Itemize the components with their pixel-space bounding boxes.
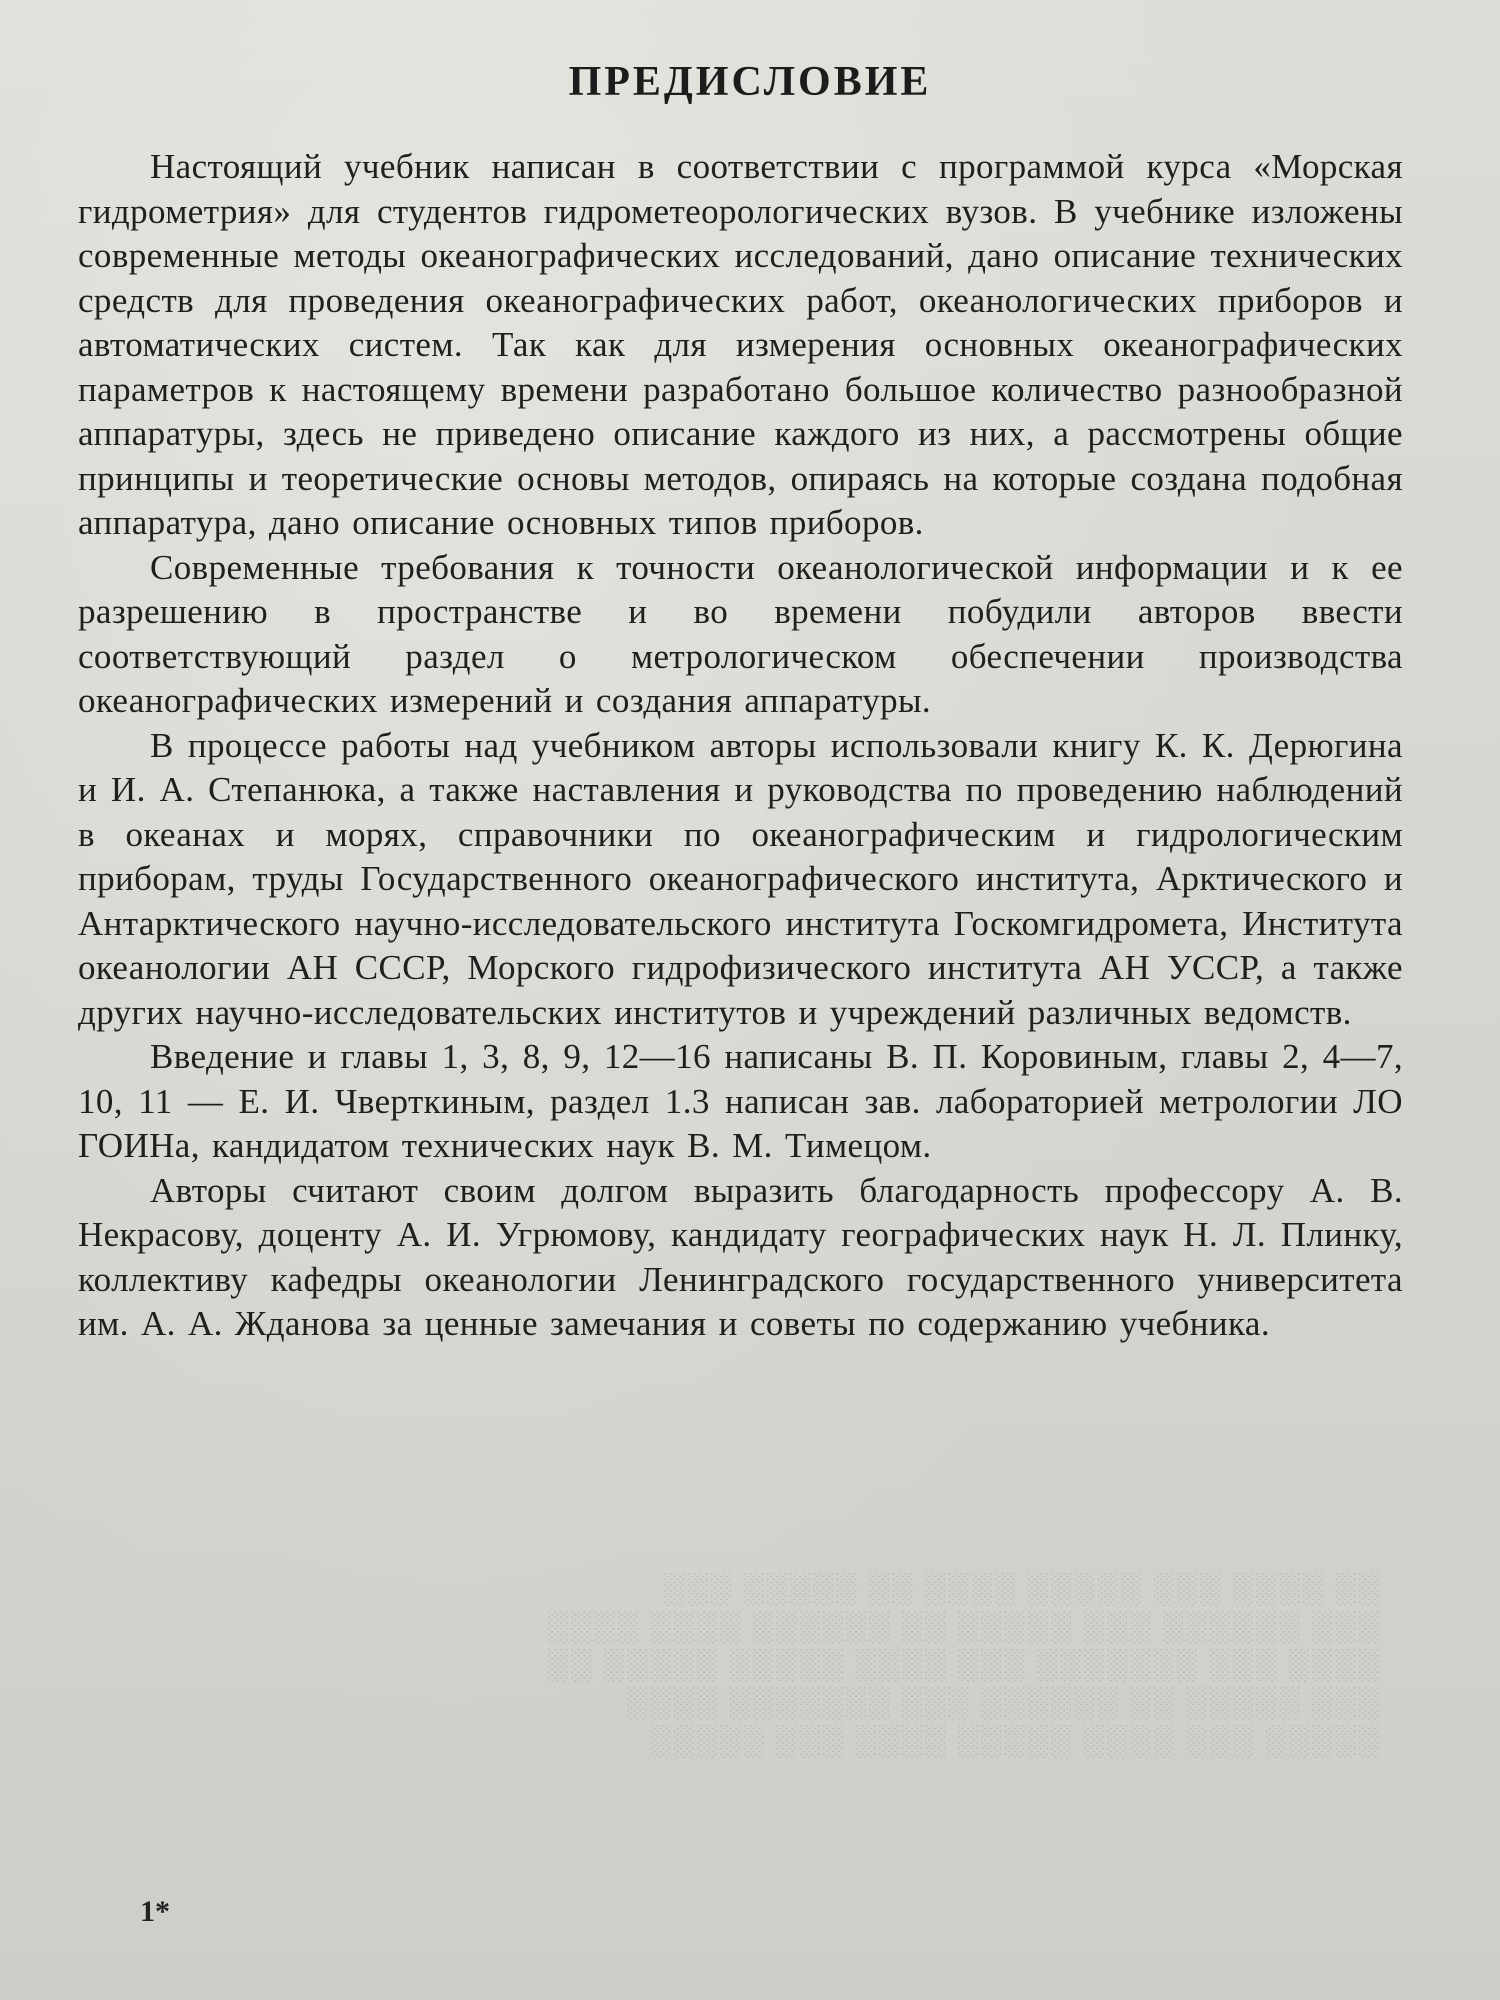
show-through-texture: ░░ ░░░░ ░░░ ░░░░░ ░░░░ ░░ ░░░░░ ░░░ ░░░ ░░░░░░ ░░░ ░░░░░ ░░ ░░░░░░ ░░░░ ░░░░ ░░░░ ░░░ ░░░░░░░ ░░░ ░░░░ ░░░░░ ░░░░░ ░░ ░░░ ░░░░░ ░░ ░░░░░░ ░░░ ░░░░░░░ ░░░░ ░░░░░ ░░░ ░░░░ ░░░░░ ░░░░ ░░░ ░░░░░ — [546, 1572, 1380, 1757]
paragraph-3: В процессе работы над учебником авторы использовали книгу К. К. Дерюгина и И. А. Степанюка, а также наставления и руководства по проведению наблюдений в океанах и морях, справочники по океанографическим и гидрологическим приборам, труды Государственного океанографического института, Арктического и Антарктического научно-исследовательского института Госкомгидромета, Института океанологии АН СССР, Морского гидрофизического института АН УССР, а также других научно-исследовательских институтов и учреждений различных ведомств. — [78, 725, 1403, 1032]
paragraph-5: Авторы считают своим долгом выразить благодарность профессору А. В. Некрасову, доценту А. И. Угрюмову, кандидату географических наук Н. Л. Плинку, коллективу кафедры океанологии Ленинградского государственного университета им. А. А. Жданова за ценные замечания и советы по содержанию учебника. — [78, 1170, 1403, 1343]
preface-body — [78, 145, 1403, 1347]
page-heading: ПРЕДИСЛОВИЕ — [568, 59, 932, 105]
paragraph-4: Введение и главы 1, 3, 8, 9, 12—16 написаны В. П. Коровиным, главы 2, 4—7, 10, 11 — Е. И. Чверткиным, раздел 1.3 написан зав. лабораторией метрологии ЛО ГОИНа, кандидатом технических наук В. М. Тимецом. — [78, 1037, 1403, 1165]
paragraph-2: Современные требования к точности океанологической информации и к ее разрешению в пространстве и во времени побудили авторов ввести соответствующий раздел о метрологическом обеспечении производства океанографических измерений и создания аппаратуры. — [78, 547, 1403, 720]
page-folio-mark: 1* — [140, 1895, 170, 1928]
paragraph-1: Настоящий учебник написан в соответствии с программой курса «Морская гидрометрия» для студентов гидрометеорологических вузов. В учебнике изложены современные методы океанографических исследований, дано описание технических средств для проведения океанографических работ, океанологических приборов и автоматических систем. Так как для измерения основных океанографических параметров к настоящему времени разработано большое количество разнообразной аппаратуры, здесь не приведено описание каждого из них, а рассмотрены общие принципы и теоретические основы методов, опираясь на которые создана подобная аппаратура, дано описание основных типов приборов. — [78, 147, 1403, 542]
